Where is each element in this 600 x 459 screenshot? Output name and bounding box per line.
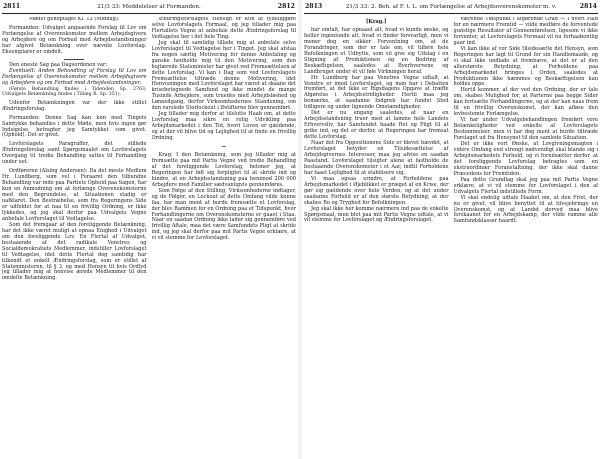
- speaker-label: [Krag.]: [366, 19, 387, 25]
- paragraph: Som det fremgaar af den foreliggende Betænkning, har det ikke været muligt at opnaa Enighed i Udvalget om den foreliggende Lov. En Flertal af Udvalget, bestaaende af det radikale Venstres og Socialdemokratiets Medlemmer, indstiller Lovforslaget til Vedtagelse, idet dette Flertal dog samtidig har tilkendt et enkelt Ændringsforslag, som er stillet af Statsministeren, til § 3, og med Hensyn til hvis Ordlyd jeg tillader mig at henvise ærede Medlemmer til den omdelte Betænkning.: [2, 221, 147, 282]
- paragraph: Naar det fra Oppositionens Side er blevet hævdet, at Lovforslaget betyder en Tilsidesættelse af Arbejdsgivernes Interesser, maa jeg afvise en saadan Paastand. Lovforslaget tilsigter alene at fastholde de bestaaende Overenskomster i et Aar, indtil Forholdene har faaet Lejlighed til at stabilisere sig.: [304, 140, 449, 176]
- page-number-right: 2812: [277, 3, 295, 10]
- column-4: [454, 17, 599, 457]
- column-1: [2, 17, 147, 457]
- paragraph: Lovforslagets Paragraffer, det stillede Ændringsforslag samt Spørgsmaalet om Lovforslagets Overgang til tredie Behandling sattes til Forhandling under eet.: [2, 141, 147, 166]
- paragraph: Hertil kommer, at der ved den Ordning, der er tale om, skabes Mulighed for, at Parterne paa begge Sider kan fortsætte Forhandlingerne, og at der kan naas frem til en frivillig Overenskomst, der kan afløse den lovbestemte Forlængelse.: [453, 87, 598, 118]
- page-number-left: 2811: [3, 3, 21, 10]
- section-divider: [64, 59, 84, 60]
- paragraph: Paa dette Grundlag skal jeg paa mit Partis Vegne erklære, at vi vil stemme for Lovforslaget i den af Udvalgets Flertal indstillede Form.: [453, 176, 598, 195]
- paragraph: Eventuelt: Anden Behandling af Forslag til Lov om Forlængelse af Overenskomster mellem Arbejdsgivere og Arbejdere og om Forbud mod Arbejdsstandsninger.: [2, 67, 147, 86]
- paragraph: Jeg skal ikke her komme nærmere ind paa de enkelte Spørgsmaal, men blot paa mit Partis Vegne udtale, at vi vil stemme for Lovforslaget og Ændringsforslaget.: [304, 205, 449, 224]
- speaker-label: —: [221, 144, 227, 151]
- paragraph: Krag: I den Betænkning, som jeg tillader mig at fremsætte paa mit Partis Vegne ved tredie Behandling af det foreliggende Lovforslag, betoner jeg, at Regeringen har følt sig forpligtet til at skride ind og hindre, at en Arbejdsstandsning paa henimod 200 000 Arbejdere med Familier sædvanligvis gennemføres.: [151, 151, 296, 188]
- paragraph: Formanden: Udvalget angaaende Forslag til Lov om Forlængelse af Overenskomster mellem Arbejdsgivere og Arbejdere og om Forbud mod Arbejdsstandsninger har afgivet Betænkning over nævnte Lovforslag. Eksemplarer er omdelt.: [2, 24, 147, 55]
- paragraph: Vi skal endelig udtale Haabet om, at den Frist, der nu er givet, vil blive benyttet til at tilvejebringe en Overenskomst, og at Landet derved maa blive forskaanet for en Arbejdskamp, der vilde ramme alle Samfundsklasser haardt.: [453, 194, 598, 225]
- running-head: 21/3 33: 2. Beh. af F. t. L. om Forlængelse af Arbejdsoverenskomster m. v.: [345, 4, 557, 10]
- paragraph: Den eneste Sag paa Dagsordenen var:: [9, 61, 108, 68]
- left-page: [0, 0, 298, 459]
- right-page-columns: [304, 17, 598, 457]
- paragraph: Hr. Lundberg har paa Venstres Vegne udtalt, at Venstre er imod Lovforslaget, og man har i Debatten fremført, at det ikke er Rigsdagens Opgave at træffe Afgørelse i Arbejdsstridigheder. Hertil maa jeg bemærke, at saadanne Indgreb har fundet Sted tidligere og under lignende Omstændigheder.: [304, 74, 449, 111]
- paragraph: Jeg tillader mig derfor at tilslutte Haab om, at dette Lovforslag maa sikre en rolig Udvikling paa Arbejdsmarkedet i den Tid, hvori Loven er gældende, og at der vil blive tid og Lejlighed til at finde en frivillig Ordning.: [151, 111, 296, 142]
- paragraph: Som Følge af den Stilling, Virksomhederne indtager, og de Følger, en Lockout af dette Omfang vilde kunne faa, har man ment at burde fremsætte et Lovforslag, der blev Rammen for en Ordning paa et Tidspunkt, hvor Forhandlingerne om Overenskomsterne er gaaet i Staa. Naar en saadan Ordning ikke lader sig gennemføre ved frivillig Aftale, maa det være Samfundets Pligt at skride ind, og jeg skal derfor paa mit Partis Vegne erklære, at vi vil stemme for Lovforslaget.: [151, 187, 296, 242]
- left-page-header: [2, 2, 296, 14]
- paragraph: Vi kan ikke af vor Side tilsidesætte det Hensyn, som Regeringen har lagt til Grund for sin Handlemaade, og vi skal ikke undlade at fremhæve, at det er af den allerstørste Betydning, at Forholdene paa Arbejdsmarkedet bringes i Orden, saaledes at Produktionen ikke hæmmes og Beskæftigelsen kan holdes oppe.: [453, 45, 598, 88]
- paragraph: har omtalt, har opnaaet alt, hvad vi kunde ønske, og heller ingenlunde alt, hvad vi finder forsvarligt, men vi mener dog en sikker Forventning om, at de Forandringer, som der er tale om, vil tilføre hele Befolkningen et Udbytte, som vil give sig Udslag i en Stigning af Produktionen og en Bedring af Beskæftigelsen, saaledes at Byerhvervene og Landbruget under ét vil føle Virkningen heraf.: [304, 26, 449, 75]
- paragraph: værende Tidspunkt i afgørende Grad — i hvert Fald for en nærmere Fremtid — vilde medføre de forventede gunstige Resultater af Gennemførelsen, ligesom vi ikke forventer, at Lovforslagets Formaal vil nu forhaabentlig gaar ind.: [453, 17, 598, 46]
- left-page-columns: [2, 17, 296, 457]
- paragraph: Formanden: Denne Sag kan kun med Tingets Samtykke behandles i dette Møde, men hvis ingen gør Indsigelse, betragter jeg Samtykket som givet. (Ophold). Det er givet.: [2, 114, 147, 139]
- paragraph: Ændringsforslagets Hensigt er kun at tydeliggøre selve Lovforslagets Formaal, og jeg tillader mig paa Flertallets Vegne at anbefale dette Ændringsforslag til Vedtagelse her i det hele Ting.: [151, 17, 296, 40]
- right-page-header: [304, 2, 598, 14]
- page-number-right: 2814: [579, 3, 597, 10]
- running-head: 21/3 33: Meddelelser af Formanden.: [97, 4, 201, 10]
- paragraph: (Første Behandling findes i Tidenden Sp. 2763; Udvalgets Betænkning findes i Tillæg B. Sp. 351).: [2, 86, 147, 98]
- right-page: [302, 0, 600, 459]
- paragraph: Det er ikke vort Ønske, at Lovgivningsmagten i videre Omfang end strengt nødvendigt skal blande sig i Arbejdsmarkedets Forhold, og vi forudsætter derfor, at det foreliggende Lovforslag betragtes som en ekstraordinær Foranstaltning, der ikke skal danne Præcedens for Fremtiden.: [453, 141, 598, 177]
- paragraph: Mødet genoptaget Kl. 12 (Middag).: [29, 17, 120, 22]
- paragraph: Jeg skal til samtidig tillade mig at anbefale selve Lovforslaget til Vedtagelse her i Tinget. Jeg skal afstaa fra nogen særlig Motivering for denne Anbefaling og ganske henholde mig til den Motivering, som den hojtærede Statsminister har givet ved Fremsættelsen af dette Lovforslag. Vi kan i Dag som ved Lovforslagets Fremsættelse tiltræde denne Motivering, idet Henvisningen med Lovforslaget har været at skaane det krisebetegnede Samfund og ikke mindst de mange Tusinde Arbejdere, som truedes med Arbejdsløshed og Lønnedgang, derfor Virksomhedernes Standsning, om den varslede Storlockout i Østifterne blev gennemført.: [151, 39, 296, 112]
- column-2: [152, 17, 297, 457]
- column-3: [304, 17, 449, 457]
- paragraph: Vi maa ogsaa erindre, at Forholdene paa Arbejdsmarkedet i Øjeblikket er præget af en Krise, der gør sig gældende over hele Verden, og at det under saadanne Forhold er af den største Betydning, at der skabes Ro og Tryghed for Befolkningen.: [304, 175, 449, 206]
- paragraph: Ordføreren (Alsing Andersen): Da det meste Medlem Hr. Lundberg, som vel i Foraaret den tilbundne Behandling var inde paa Partiets Ophold paa Sagen, har kun en Anmodning om at forlænge Overenskomsterne med den Begrundelse, at Situationen stadig er uafklaret. Den Bestræbelse, som fra Regeringens Side er udfoldet for at naa til en frivillig Ordning, er ikke lykkedes, og jeg skal derfor paa Udvalgets Vegne anbefale Lovforslaget til Vedtagelse.: [2, 168, 147, 222]
- page-number-left: 2813: [305, 3, 323, 10]
- paragraph: Vi har under Udvalgsbehandlingen fremført vore Betænkeligheder ved enkelte af Lovforslagets Bestemmelser, men vi har dog ment at burde tiltræde Forslaget ud fra Hensynet til den samlede Situation.: [453, 117, 598, 142]
- paragraph: Udenfor Betænkningen var der ikke stillet Ændringsforslag.: [2, 99, 147, 112]
- paragraph: Det er nu engang saaledes, at naar en Arbejdsstandsning truer med at lamme hele Landets Erhvervsliv, har Samfundet baade Ret og Pligt til at gribe ind, og det er derfor, at Regeringen har fremsat dette Lovforslag.: [304, 110, 449, 141]
